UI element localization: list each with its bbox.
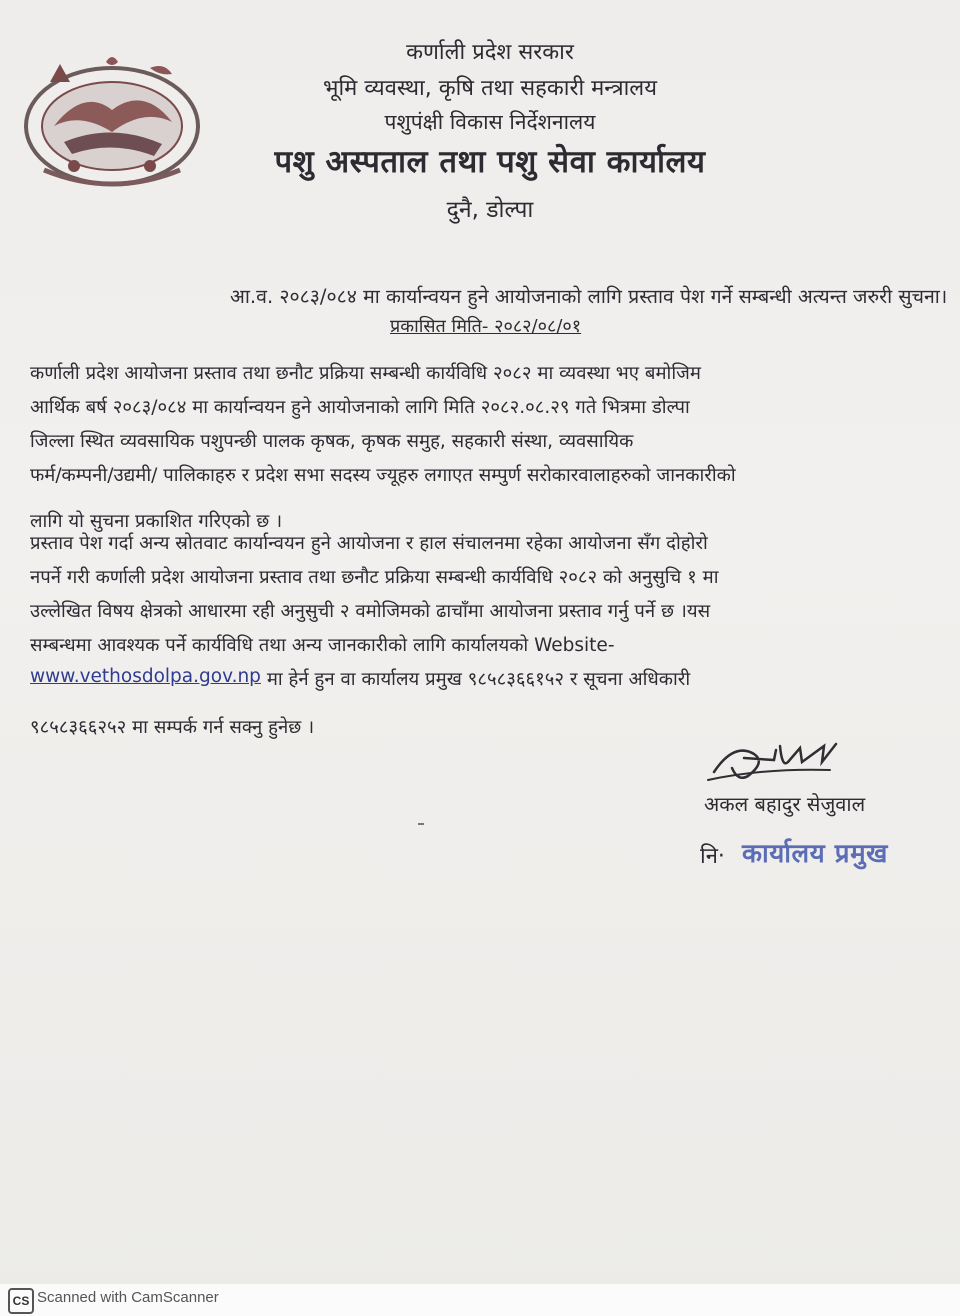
body-line: आर्थिक बर्ष २०८३/०८४ मा कार्यान्वयन हुने आयोजनाको लागि मिति २०८२.०८.२९ गते भित्रमा डोल्पा	[30, 397, 690, 418]
camscanner-logo-icon: CS	[8, 1288, 34, 1314]
signer-name: अकल बहादुर सेजुवाल	[704, 792, 866, 816]
website-link[interactable]: www.vethosdolpa.gov.np	[30, 666, 261, 687]
scanner-footer-text: Scanned with CamScanner	[37, 1289, 219, 1306]
body-line-with-link	[30, 666, 932, 691]
designation-prefix: नि·	[700, 844, 725, 869]
header-line-3: पशुपंक्षी विकास निर्देशनालय	[384, 110, 596, 134]
office-location: दुनै, डोल्पा	[446, 197, 534, 223]
body-line: लागि यो सुचना प्रकाशित गरिएको छ ।	[30, 511, 283, 532]
stray-mark	[418, 823, 424, 825]
body-line: कर्णाली प्रदेश आयोजना प्रस्ताव तथा छनौट प्रक्रिया सम्बन्धी कार्यविधि २०८२ मा व्यवस्था भए बमोजिम	[30, 363, 701, 384]
office-name: पशु अस्पताल तथा पशु सेवा कार्यालय	[274, 144, 706, 180]
body-line: जिल्ला स्थित व्यवसायिक पशुपन्छी पालक कृषक, कृषक समुह, सहकारी संस्था, व्यवसायिक	[30, 431, 634, 452]
header-line-1: कर्णाली प्रदेश सरकार	[406, 40, 574, 65]
header-line-2: भूमि व्यवस्था, कृषि तथा सहकारी मन्त्रालय	[323, 76, 657, 101]
body-text: मा हेर्न हुन वा कार्यालय प्रमुख ९८५८३६६१५२ र सूचना अधिकारी	[260, 669, 691, 690]
body-line: प्रस्ताव पेश गर्दा अन्य स्रोतवाट कार्यान्वयन हुने आयोजना र हाल संचालनमा रहेका आयोजना सँग दोहोरो	[30, 533, 708, 554]
handwritten-signature	[704, 738, 854, 794]
notice-subject: आ.व. २०८३/०८४ मा कार्यान्वयन हुने आयोजनाको लागि प्रस्ताव पेश गर्ने सम्बन्धी अत्यन्त जरुरी सुचना।	[230, 285, 948, 308]
published-date: प्रकासित मिति- २०८२/०८/०१	[390, 316, 582, 337]
government-emblem-icon	[14, 48, 210, 196]
office-chief-stamp: कार्यालय प्रमुख	[742, 839, 888, 869]
body-line: उल्लेखित विषय क्षेत्रको आधारमा रही अनुसुची २ वमोजिमको ढाचाँमा आयोजना प्रस्ताव गर्नु पर्ने छ ।यस	[30, 601, 711, 622]
body-line: नपर्ने गरी कर्णाली प्रदेश आयोजना प्रस्ताव तथा छनौट प्रक्रिया सम्बन्धी कार्यविधि २०८२ को अनुसुचि १ मा	[30, 567, 719, 588]
body-line: सम्बन्धमा आवश्यक पर्ने कार्यविधि तथा अन्य जानकारीको लागि कार्यालयको Website-	[30, 635, 615, 656]
body-line: फर्म/कम्पनी/उद्यमी/ पालिकाहरु र प्रदेश सभा सदस्य ज्यूहरु लगाएत सम्पुर्ण सरोकारवालाहरुको जानकारीको	[30, 465, 736, 486]
body-line: ९८५८३६६२५२ मा सम्पर्क गर्न सक्नु हुनेछ ।	[30, 717, 315, 738]
